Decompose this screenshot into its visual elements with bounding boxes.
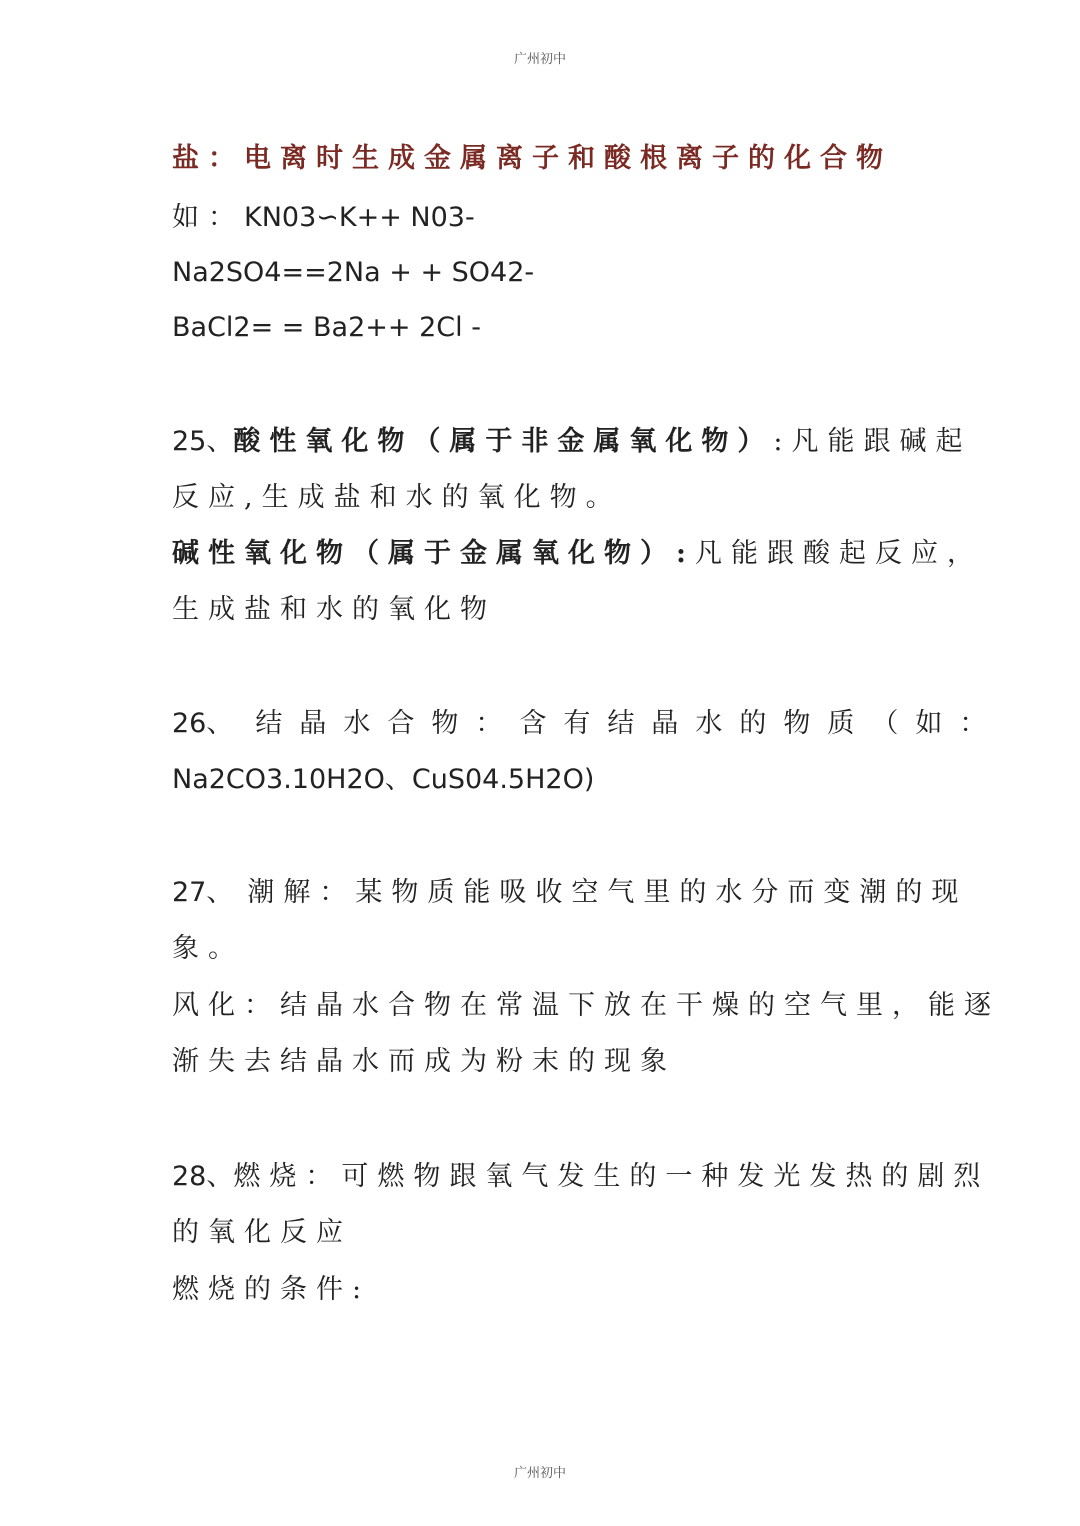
item-26-text: 结晶水合物：含有结晶水的物质（如：	[255, 708, 1004, 739]
item-25-def1-part2: 反应,生成盐和水的氧化物。	[172, 482, 622, 513]
example-prefix: 如：	[172, 202, 244, 233]
salt-example-line	[172, 201, 912, 235]
item-25-number: 25、	[172, 426, 234, 457]
item-27-line2: 象。	[172, 933, 244, 964]
item-25-def2-part1: 凡能跟酸起反应，	[694, 538, 983, 569]
page-footer: 广州初中	[513, 1466, 566, 1481]
item-26-line1	[172, 707, 1004, 741]
item-27-line4: 渐失去结晶水而成为粉末的现象	[172, 1046, 676, 1077]
page-header: 广州初中	[513, 52, 566, 67]
item-28-line1	[172, 1160, 990, 1194]
item-25-def1-part1: :凡能跟碱起	[773, 426, 972, 457]
salt-heading: 盐：电离时生成金属离子和酸根离子的化合物	[172, 143, 892, 174]
item-28-line2: 的氧化反应	[172, 1217, 352, 1248]
item-27-number: 27、	[172, 877, 234, 908]
item-27-deliquescence: 潮解：某物质能吸收空气里的水分而变潮的现	[247, 877, 968, 908]
item-28-number: 28、	[172, 1161, 234, 1192]
item-25-term-basic-oxide: 碱性氧化物（属于金属氧化物）:	[172, 538, 695, 569]
item-25-term-acidic-oxide: 酸性氧化物（属于非金属氧化物）	[233, 426, 774, 457]
item-25-line1	[172, 425, 972, 459]
item-25-line3	[172, 537, 983, 571]
item-25-def2-part2: 生成盐和水的氧化物	[172, 594, 496, 625]
equation-na2so4: Na2SO4==2Na + + SO42-	[172, 257, 535, 288]
equation-bacl2: BaCl2= = Ba2++ 2Cl -	[172, 312, 481, 343]
item-26-number: 26、	[172, 708, 234, 739]
item-27-efflorescence: 风化：结晶水合物在常温下放在干燥的空气里，能逐	[172, 990, 1000, 1021]
item-28-combustion: 燃烧：可燃物跟氧气发生的一种发光发热的剧烈	[233, 1161, 990, 1192]
item-26-formulas: Na2CO3.10H2O、CuS04.5H2O)	[172, 764, 595, 795]
item-28-conditions: 燃烧的条件:	[172, 1274, 371, 1305]
item-27-line1	[172, 876, 968, 910]
equation-kno3: KN03∽K++ N03-	[244, 202, 475, 233]
